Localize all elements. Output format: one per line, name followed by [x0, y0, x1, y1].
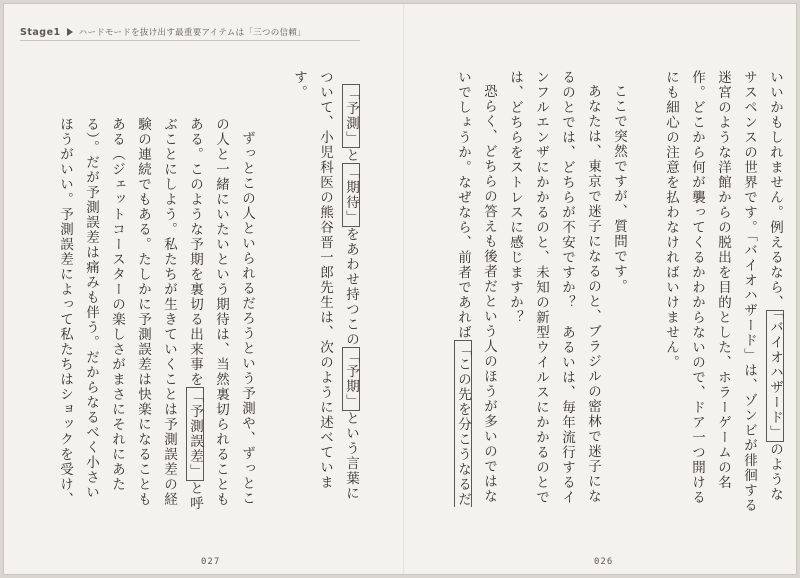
header-rule [20, 40, 360, 41]
right-paragraph-4: 恐らく、どちらの答えも後者だという人のほうが多いのではないでしょうか。なぜなら、前者であれば「この先を分こうなるだ [450, 70, 502, 515]
left-page-body [52, 70, 364, 515]
stage-label: Stage1 [20, 26, 61, 38]
page-number-right: 026 [594, 557, 614, 567]
right-paragraph-1: いいかもしれません。例えるなら、「バイオハザード」のようなサスペンスの世界です。「バイオハザード」は、ゾンビが徘徊する迷宮のような洋館からの脱出を目的とした、ホラーゲームの名作。どこから何が襲ってくるかわからないので、ドア一つ開けるにも細心の注意を払わなければいけません。 [663, 70, 783, 514]
right-paragraph-3: あなたは、東京で迷子になるのと、ブラジルの密林で迷子になるのとでは、どちらが不安ですか？ あるいは、毎年流行するインフルエンザにかかるのと、未知の新型ウイルスにかかるのとでは、どちらをストレスに感じますか？ [507, 70, 601, 505]
book-gutter [403, 4, 405, 574]
left-paragraph-1: 「予測」と「期待」をあわせ持つこの「予期」という言葉について、小児科医の熊谷晋一郎先生は、次のように述べています。 [291, 70, 359, 501]
right-page-body [450, 70, 788, 515]
book-spread [4, 4, 796, 574]
page-number-left: 027 [201, 557, 221, 567]
triangle-right-icon [67, 28, 73, 36]
chapter-title: ハードモードを抜け出す最重要アイテムは「三つの信頼」 [78, 28, 306, 38]
quote-block: ずっとこの人といられるだろうという予測や、ずっとこの人と一緒にいたいという期待は、当然裏切られることもある。このような予期を裏切る出来事を「予測誤差」と呼ぶことにしよう。私たちが生きていくことは予測誤差の経験の連続でもある。たしかに予測誤差は快楽になることもある（ジェットコースターの楽しさがまさにそれにあたる）。だが予測誤差は痛みも伴う。だからなるべく小さいほうがいい。予測誤差によって私たちはショックを受け、 [57, 117, 255, 512]
right-paragraph-2: ここで突然ですが、質問です。 [611, 83, 627, 294]
running-header [20, 26, 306, 38]
